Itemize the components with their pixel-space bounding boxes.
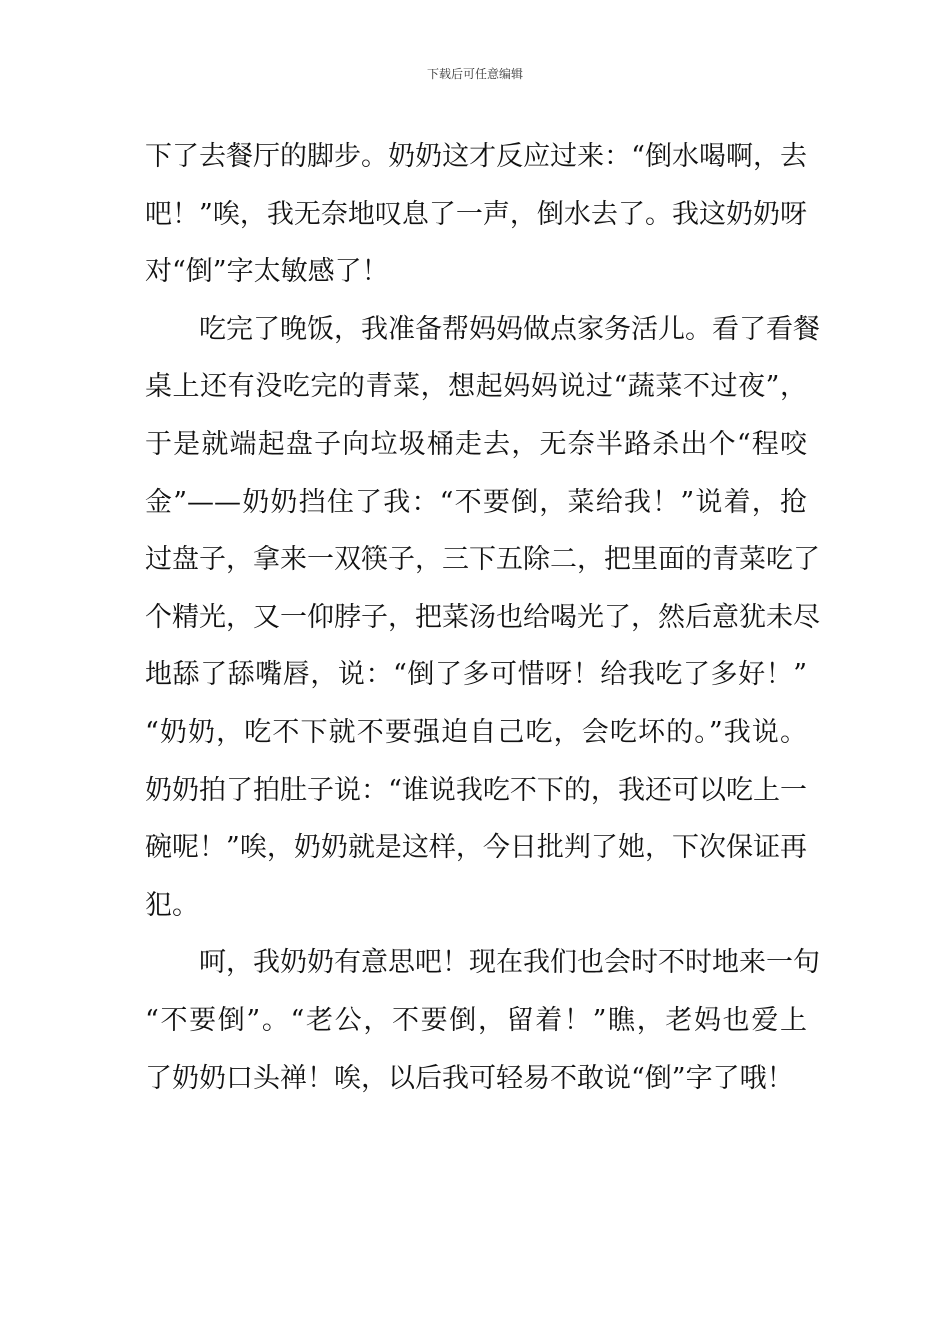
text-line: 了奶奶口头禅！唉，以后我可轻易不敢说“倒”字了哦！ [145, 1062, 794, 1094]
paragraph-first-line: 吃完了晚饭，我准备帮妈妈做点家务活儿。看了看餐 [199, 313, 820, 345]
text-line: 于是就端起盘子向垃圾桶走去，无奈半路杀出个“程咬 [145, 428, 807, 460]
text-line: 桌上还有没吃完的青菜，想起妈妈说过“蔬菜不过夜”， [145, 371, 807, 403]
text-line: 对“倒”字太敏感了！ [145, 256, 389, 288]
paragraph-first-line: 呵，我奶奶有意思吧！现在我们也会时不时地来一句 [199, 947, 820, 979]
text-line: 奶奶拍了拍肚子说：“谁说我吃不下的，我还可以吃上一 [145, 774, 807, 806]
text-line: “奶奶，吃不下就不要强迫自己吃，会吃坏的。”我说。 [145, 716, 807, 748]
text-line: “不要倒”。“老公，不要倒，留着！”瞧，老妈也爱上 [145, 1004, 807, 1036]
text-line: 个精光，又一仰脖子，把菜汤也给喝光了，然后意犹未尽 [145, 601, 820, 633]
text-line: 犯。 [145, 889, 199, 921]
page-header: 下载后可任意编辑 [426, 67, 523, 81]
text-line: 下了去餐厅的脚步。奶奶这才反应过来：“倒水喝啊，去 [145, 141, 807, 172]
text-line: 碗呢！”唉，奶奶就是这样，今日批判了她，下次保证再 [145, 832, 807, 864]
text-line: 过盘子，拿来一双筷子，三下五除二，把里面的青菜吃了 [145, 544, 820, 576]
text-line: 地舔了舔嘴唇，说：“倒了多可惜呀！给我吃了多好！” [145, 659, 807, 691]
document-body [145, 128, 820, 1107]
text-line: 金”——奶奶挡住了我：“不要倒，菜给我！”说着，抢 [145, 486, 807, 518]
text-line: 吧！”唉，我无奈地叹息了一声，倒水去了。我这奶奶呀 [145, 198, 807, 230]
